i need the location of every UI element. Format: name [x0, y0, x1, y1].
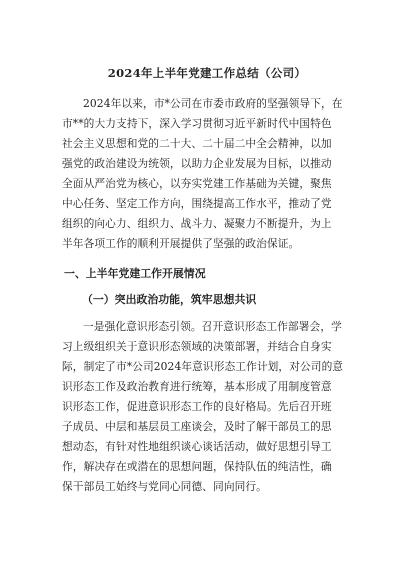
paragraph-line: 习上级组织关于意识形态领域的决策部署，并结合自身实: [62, 340, 332, 353]
paragraph-line: 半年各项工作的顺利开展提供了坚强的政治保证。: [62, 237, 300, 250]
subsection-heading: （一）突出政治功能，筑牢思想共识: [82, 293, 257, 306]
document-title: 2024年上半年党建工作总结（公司）: [107, 66, 307, 80]
paragraph-line: 2024年以来，市*公司在市委市政府的坚强领导下，在: [83, 97, 343, 110]
paragraph-line: 组织的向心力、组织力、战斗力、凝聚力不断提升，为上: [62, 217, 332, 230]
intro-paragraph: [62, 94, 352, 254]
paragraph-line: 识形态工作及政治教育进行统筹，基本形成了用制度管意: [62, 380, 332, 393]
paragraph-line: 中心任务、坚定工作方向，围绕提高工作水平，推动了党: [62, 197, 332, 210]
paragraph-line: 想动态，有针对性地组织谈心谈话活动，做好思想引导工: [62, 440, 332, 453]
section-heading: 一、上半年党建工作开展情况: [64, 267, 206, 280]
body-paragraph: [62, 317, 352, 497]
paragraph-line: 作，解决存在或潜在的思想问题，保持队伍的纯洁性，确: [62, 460, 332, 473]
paragraph-line: 市**的大力支持下，深入学习贯彻习近平新时代中国特色: [62, 117, 332, 130]
paragraph-line: 际，制定了市*公司2024年意识形态工作计划，对公司的意: [62, 360, 344, 373]
paragraph-line: 一是强化意识形态引领。召开意识形态工作部署会，学: [83, 320, 342, 333]
paragraph-line: 子成员、中层和基层员工座谈会，及时了解干部员工的思: [62, 420, 332, 433]
paragraph-line: 强党的政治建设为统领，以助力企业发展为目标，以推动: [62, 157, 332, 170]
paragraph-line: 社会主义思想和党的二十大、二十届二中全会精神，以加: [62, 137, 332, 150]
paragraph-line: 保干部员工始终与党同心同德、同向同行。: [62, 480, 267, 493]
paragraph-line: 全面从严治党为核心，以夯实党建工作基础为关键，聚焦: [62, 177, 332, 190]
paragraph-line: 识形态工作，促进意识形态工作的良好格局。先后召开班: [62, 400, 332, 413]
